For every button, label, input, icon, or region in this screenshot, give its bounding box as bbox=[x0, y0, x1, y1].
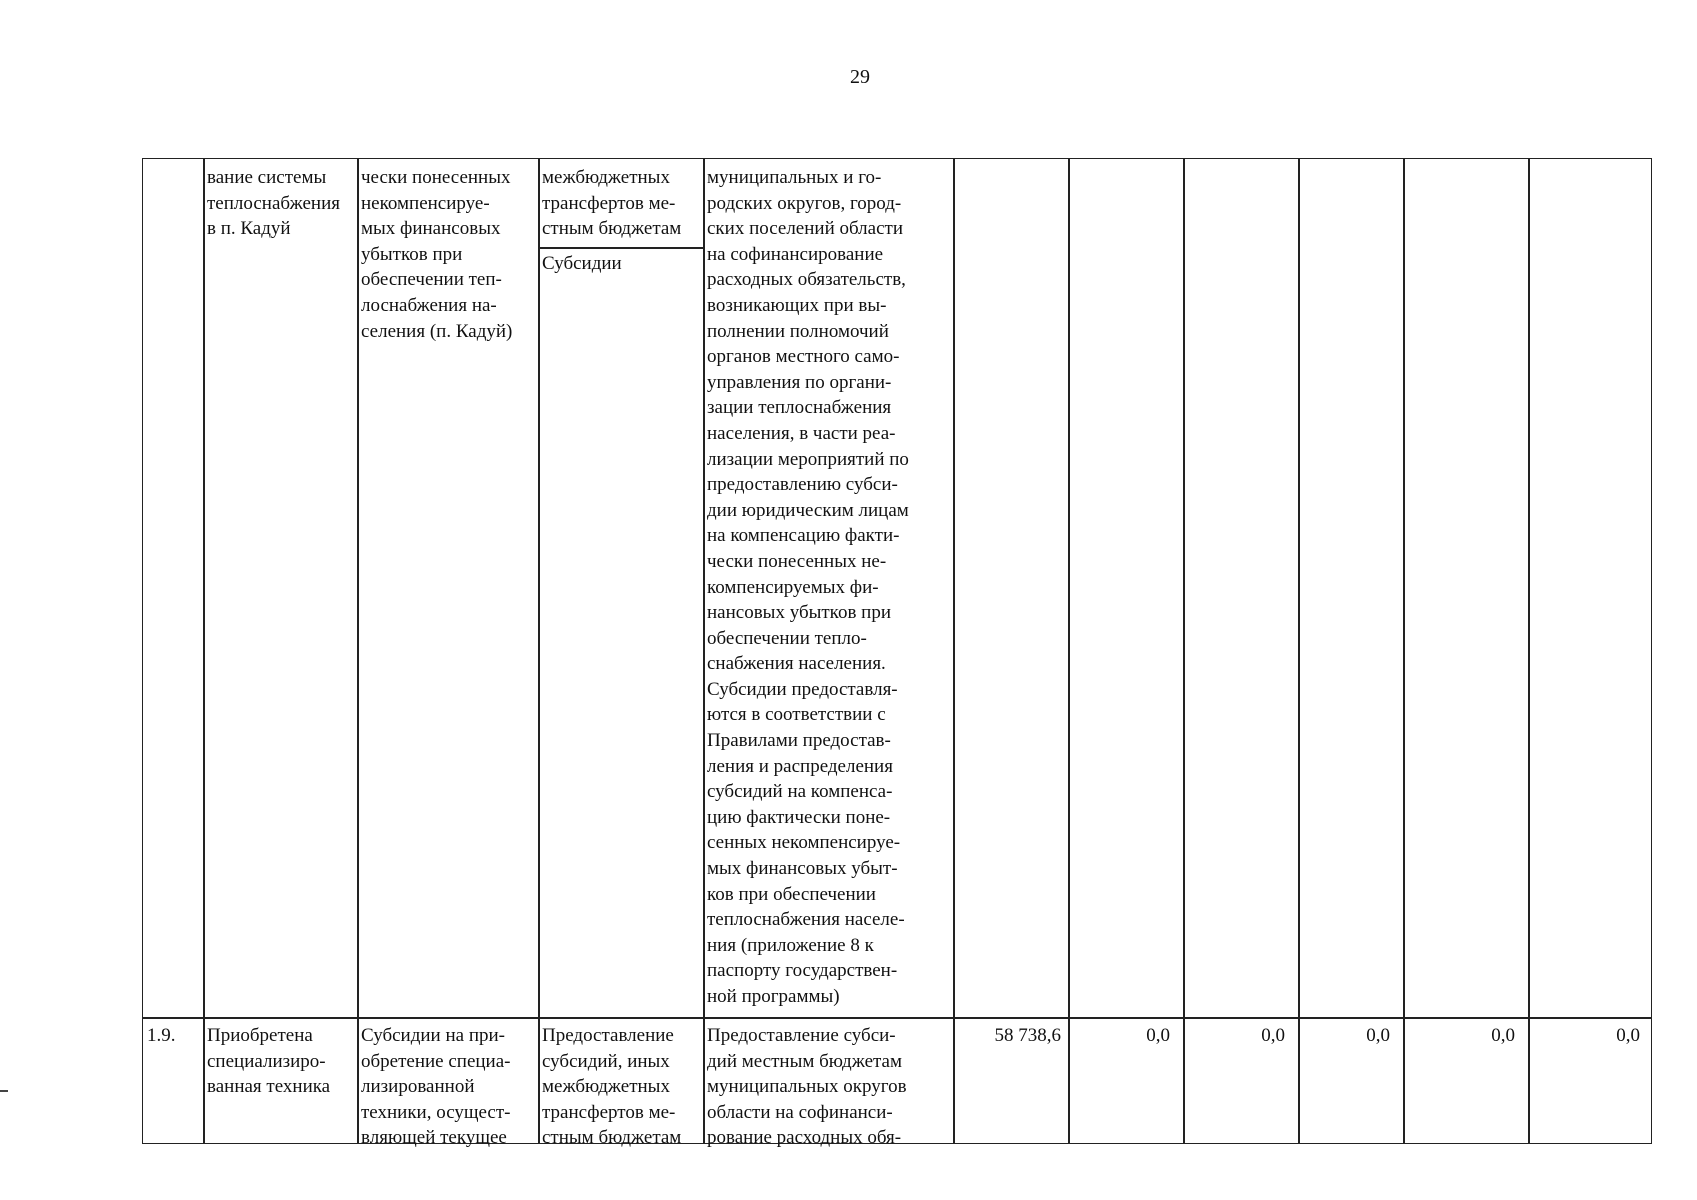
column-divider bbox=[357, 159, 359, 1143]
column-divider bbox=[703, 159, 705, 1143]
column-divider bbox=[1403, 159, 1405, 1143]
cell-value: 0,0 bbox=[1616, 1025, 1640, 1046]
cell-value: 0,0 bbox=[1261, 1025, 1285, 1046]
column-divider bbox=[1068, 159, 1070, 1143]
column-divider bbox=[538, 159, 540, 1143]
margin-mark bbox=[0, 1090, 8, 1092]
cell-value: 0,0 bbox=[1146, 1025, 1170, 1046]
column-divider bbox=[1298, 159, 1300, 1143]
cell-value: 0,0 bbox=[1491, 1025, 1515, 1046]
column-divider bbox=[1183, 159, 1185, 1143]
cell-continued-col4-sub: Субсидии bbox=[542, 253, 622, 274]
cell-description: Предоставление субси- дий местным бюджетам муниципальных округов области на софинанси- рование расходных обя- bbox=[707, 1025, 907, 1149]
cell-row-number: 1.9. bbox=[147, 1025, 176, 1046]
cell-continued-col2: вание системы теплоснабжения в п. Кадуй bbox=[207, 167, 340, 240]
cell-value: 58 738,6 bbox=[994, 1025, 1061, 1046]
cell-continued-col4: межбюджетных трансфертов ме- стным бюджетам bbox=[542, 167, 682, 240]
cell-continued-col5: муниципальных и го- родских округов, город- ских поселений области на софинансирование расходных обязательств, возникающих при вы- полнении полномочий органов местного само- управления по органи- зации теплоснабжения населения, в части реа- лизации мероприятий по предоставлению субси- дии юридическим лицам на компенсацию факти- чески понесенных не- компенсируемых фи- нансовых убытков при обеспечении тепло- снабжения населения. Субсидии предоставля- ются в соответствии с Правилами предостав- ления и распределения субсидий на компенса- цию фактически поне- сенных некомпенсируе- мых финансовых убыт- ков при обеспечении теплоснабжения населе- ния (приложение 8 к паспорту государствен- ной программы) bbox=[707, 167, 909, 1007]
column-divider bbox=[203, 159, 205, 1143]
cell-continued-col3: чески понесенных некомпенсируе- мых финансовых убытков при обеспечении теп- лоснабжения на- селения (п. Кадуй) bbox=[361, 167, 513, 342]
page-number: 29 bbox=[850, 66, 870, 88]
row-divider bbox=[143, 1017, 1651, 1019]
cell-type: Предоставление субсидий, иных межбюджетных трансфертов ме- стным бюджетам bbox=[542, 1025, 682, 1149]
cell-result: Приобретена специализиро- ванная техника bbox=[207, 1025, 331, 1098]
budget-table bbox=[142, 158, 1652, 1149]
cell-measure: Субсидии на при- обретение специа- лизированной техники, осущест- вляющей текущее bbox=[361, 1025, 511, 1149]
sub-cell-divider bbox=[539, 247, 704, 249]
cell-value: 0,0 bbox=[1366, 1025, 1390, 1046]
column-divider bbox=[1528, 159, 1530, 1143]
column-divider bbox=[953, 159, 955, 1143]
